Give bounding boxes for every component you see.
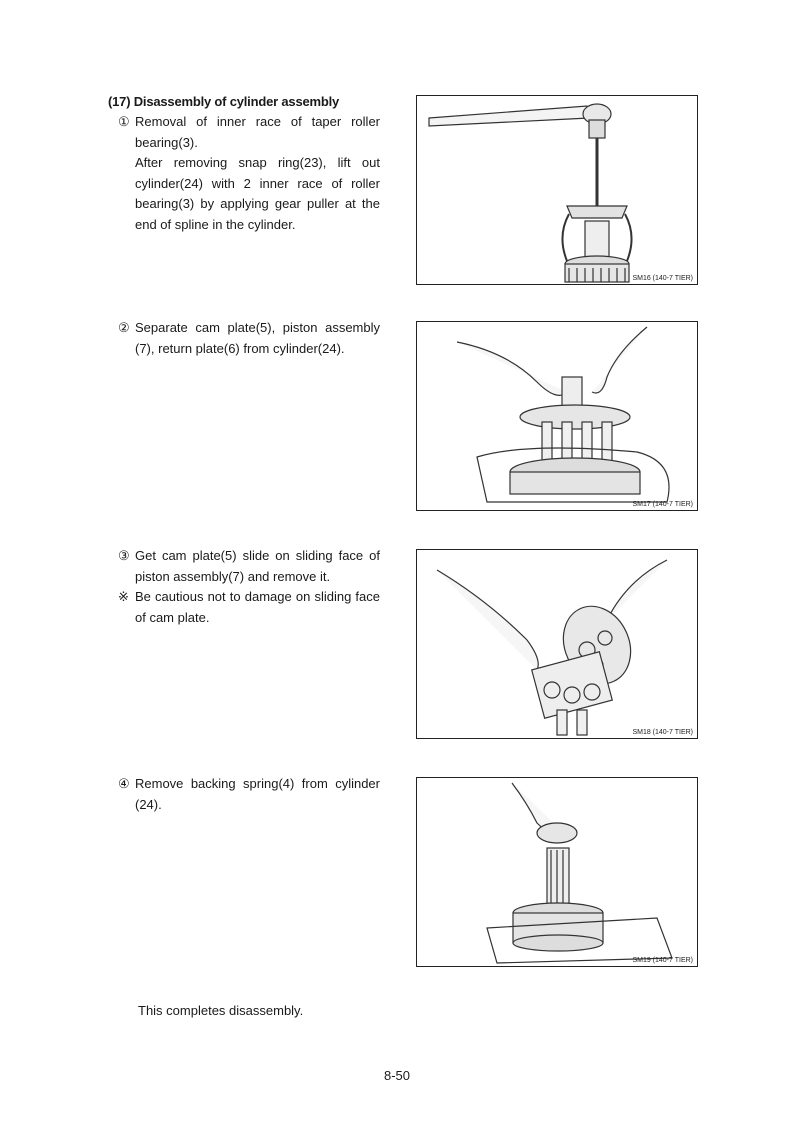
step-2 (118, 318, 380, 359)
step-1 (118, 112, 380, 235)
figure-sm19 (416, 777, 698, 967)
figure-sm16 (416, 95, 698, 285)
cam-plate-removal-illustration (417, 550, 698, 739)
figure-sm16-caption: SM16 (140-7 TIER) (632, 275, 693, 282)
hands-separating-plates-illustration (417, 322, 698, 511)
step-1-marker: ① (118, 114, 130, 129)
page-number: 8-50 (383, 1068, 411, 1083)
step-2-text: Separate cam plate(5), piston assembly (7), return plate(6) from cylinder(24). (135, 320, 380, 356)
step-4-marker: ④ (118, 776, 130, 791)
step-3-note-marker: ※ (118, 589, 129, 604)
figure-sm18 (416, 549, 698, 739)
section-heading: (17) Disassembly of cylinder assembly (108, 94, 340, 109)
step-4 (118, 774, 380, 815)
step-3-text: Get cam plate(5) slide on sliding face of piston assembly(7) and remove it. (135, 548, 380, 584)
figure-sm17 (416, 321, 698, 511)
closing-text: This completes disassembly. (138, 1003, 304, 1018)
gear-puller-illustration (417, 96, 698, 285)
step-4-text: Remove backing spring(4) from cylinder (24). (135, 776, 380, 812)
step-3 (118, 546, 380, 628)
step-1-text: Removal of inner race of taper roller bearing(3). (135, 114, 380, 150)
figure-sm19-caption: SM19 (140-7 TIER) (632, 957, 693, 964)
backing-spring-removal-illustration (417, 778, 698, 967)
figure-sm18-caption: SM18 (140-7 TIER) (632, 729, 693, 736)
step-3-note: Be cautious not to damage on sliding face of cam plate. (135, 589, 380, 625)
step-1-detail: After removing snap ring(23), lift out cylinder(24) with 2 inner race of roller bearing(3) by applying gear puller at the end of spline in the cylinder. (135, 155, 380, 232)
step-3-marker: ③ (118, 548, 130, 563)
step-2-marker: ② (118, 320, 130, 335)
figure-sm17-caption: SM17 (140-7 TIER) (632, 501, 693, 508)
